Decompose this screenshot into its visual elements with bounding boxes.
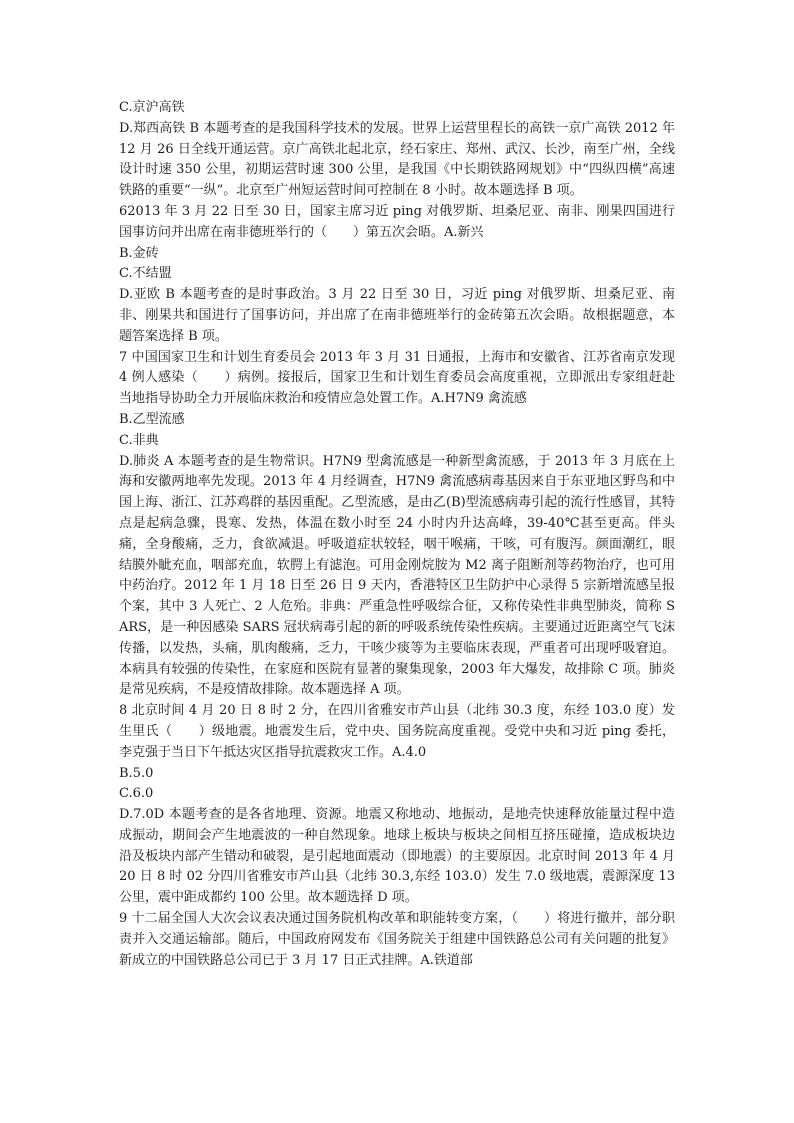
question-8: 8 北京时间 4 月 20 日 8 时 2 分，在四川省雅安市芦山县（北纬 30.3 度，东经 103.0 度）发生里氏（ ）级地震。地震发生后，党中央、国务院高度重视。受党中央和习近 ping 委托，李克强于当日下午抵达灾区指导抗震救灾工作。A.4.0 (119, 703, 675, 760)
option-c-line: C.不结盟 (119, 266, 172, 282)
option-d-explanation: D.郑西高铁 B 本题考查的是我国科学技术的发展。世界上运营里程长的高铁一京广高铁 2012 年 12 月 26 日全线开通运营。京广高铁北起北京，经石家庄、郑州、武汉、长沙，南至广州，全线设计时速 350 公里，初期运营时速 300 公里，是我国《中长期铁路网规划》中“四纵四横”高速铁路的重要“一纵”。北京至广州短运营时间可控制在 8 小时。故本题选择 B 项。 (119, 120, 675, 199)
option-d-explanation: D.亚欧 B 本题考查的是时事政治。3 月 22 日至 30 日，习近 ping 对俄罗斯、坦桑尼亚、南非、刚果共和国进行了国事访问，并出席了在南非德班举行的金砖第五次会晤。故根据题意，本题答案选择 B 项。 (119, 287, 675, 344)
option-b-line: B.乙型流感 (119, 411, 185, 427)
option-d-explanation: D.肺炎 A 本题考查的是生物常识。H7N9 型禽流感是一种新型禽流感，于 2013 年 3 月底在上海和安徽两地率先发现。2013 年 4 月经调查，H7N9 禽流感病毒基因来自于东亚地区野鸟和中国上海、浙江、江苏鸡群的基因重配。乙型流感，是由乙(B)型流感病毒引起的流行性感冒，其特点是起病急骤，畏寒、发热，体温在数小时至 24 小时内升达高峰，39-40℃甚至更高。伴头痛，全身酸痛，乏力，食欲减退。呼吸道症状较轻，咽干喉痛，干咳，可有腹泻。颜面潮红，眼结膜外眦充血，咽部充血，软腭上有滤泡。可用金刚烷胺为 M2 离子阻断剂等药物治疗，也可用中药治疗。2012 年 1 月 18 日至 26 日 9 天内，香港特区卫生防护中心录得 5 宗新增流感呈报个案，其中 3 人死亡、2 人危殆。非典：严重急性呼吸综合征，又称传染性非典型肺炎，简称 SARS，是一种因感染 SARS 冠状病毒引起的新的呼吸系统传染性疾病。主要通过近距离空气飞沫传播，以发热，头痛，肌肉酸痛，乏力，干咳少痰等为主要临床表现，严重者可出现呼吸窘迫。本病具有较强的传染性，在家庭和医院有显著的聚集现象，2003 年大爆发，故排除 C 项。肺炎是常见疾病，不是疫情故排除。故本题选择 A 项。 (119, 453, 675, 698)
option-c-line: C.6.0 (119, 786, 154, 802)
option-c-line: C.非典 (119, 432, 159, 448)
question-9: 9 十二届全国人大次会议表决通过国务院机构改革和职能转变方案，（ ）将进行撤并，部分职责并入交通运输部。随后，中国政府网发布《国务院关于组建中国铁路总公司有关问题的批复》新成立的中国铁路总公司已于 3 月 17 日正式挂牌。A.铁道部 (119, 911, 675, 968)
option-b-line: B.5.0 (119, 765, 154, 781)
question-7: 7 中国国家卫生和计划生育委员会 2013 年 3 月 31 日通报，上海市和安徽省、江苏省南京发现 4 例人感染（ ）病例。接报后，国家卫生和计划生育委员会高度重视，立即派出专家组赶赴当地指导协助全力开展临床救治和疫情应急处置工作。A.H7N9 禽流感 (119, 349, 675, 407)
option-c-line: C.京沪高铁 (119, 100, 185, 115)
option-d-explanation: D.7.0D 本题考查的是各省地理、资源。地震又称地动、地振动，是地壳快速释放能量过程中造成振动，期间会产生地震波的一种自然现象。地球上板块与板块之间相互挤压碰撞，造成板块边沿及板块内部产生错动和破裂，是引起地面震动（即地震）的主要原因。北京时间 2013 年 4 月 20 日 8 时 02 分四川省雅安市芦山县（北纬 30.3,东经 103.0）发生 7.0 级地震，震源深度 13 公里，震中距成都约 100 公里。故本题选择 D 项。 (119, 807, 675, 906)
option-b-line: B.金砖 (119, 245, 159, 261)
question-6: 62013 年 3 月 22 日至 30 日，国家主席习近 ping 对俄罗斯、坦桑尼亚、南非、刚果四国进行国事访问并出席在南非德班举行的（ ）第五次会晤。A.新兴 (119, 203, 675, 240)
document-body (119, 98, 675, 971)
